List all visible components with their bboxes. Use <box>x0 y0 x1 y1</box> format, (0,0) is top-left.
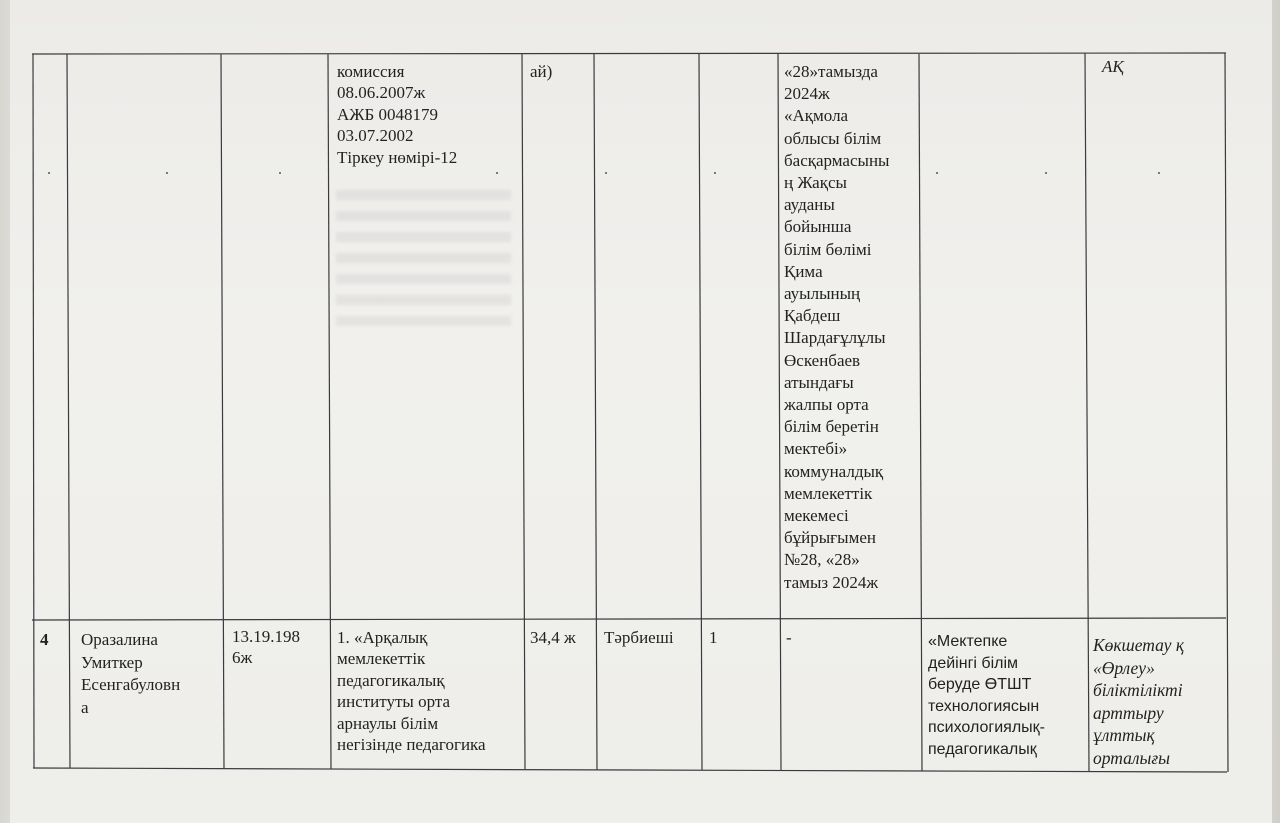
experience-cell: 34,4 ж <box>530 628 576 647</box>
cell-mark <box>714 172 716 174</box>
cell-mark <box>1158 172 1160 174</box>
organization-cell-continued: АҚ <box>1102 57 1124 76</box>
education-cell-continued: комиссия 08.06.2007ж АЖБ 0048179 03.07.2002 Тіркеу нөмірі-12 <box>337 62 458 167</box>
cell-mark <box>166 172 168 174</box>
dash-cell: - <box>786 628 792 647</box>
education-cell: 1. «Арқалық мемлекеттік педагогикалық институты орта арнаулы білім негізінде педагогика <box>337 628 486 755</box>
cell-mark <box>48 172 50 174</box>
appointment-order-cell: «28»тамызда 2024ж «Ақмола облысы білім басқармасыны ң Жақсы ауданы бойынша білім бөлімі Қима ауылының Қабдеш Шардағұлұлы Өскенбаев атындағы жалпы орта білім беретін мектебі» коммуналдық мемлекеттік мекемесі бұйрығымен №28, «28» тамыз 2024ж <box>784 62 890 592</box>
experience-cell-continued: ай) <box>530 62 553 81</box>
birth-date: 13.19.198 6ж <box>232 627 300 668</box>
row-number: 4 <box>40 630 49 649</box>
category-cell: 1 <box>709 628 718 647</box>
faded-text-block <box>336 190 511 330</box>
training-organization-cell: Көкшетау қ «Өрлеу» біліктілікті арттыру ұлттық орталығы <box>1093 635 1185 768</box>
course-topic-cell: «Мектепке дейінгі білім беруде ӨТШТ технологиясын психологиялық- педагогикалық <box>928 633 1045 758</box>
employee-name: Оразалина Умиткер Есенгабуловн а <box>81 630 181 717</box>
position-cell: Тәрбиеші <box>604 628 674 647</box>
cell-mark <box>496 172 498 174</box>
cell-mark <box>279 172 281 174</box>
cell-mark <box>1045 172 1047 174</box>
cell-mark <box>605 172 607 174</box>
cell-mark <box>936 172 938 174</box>
